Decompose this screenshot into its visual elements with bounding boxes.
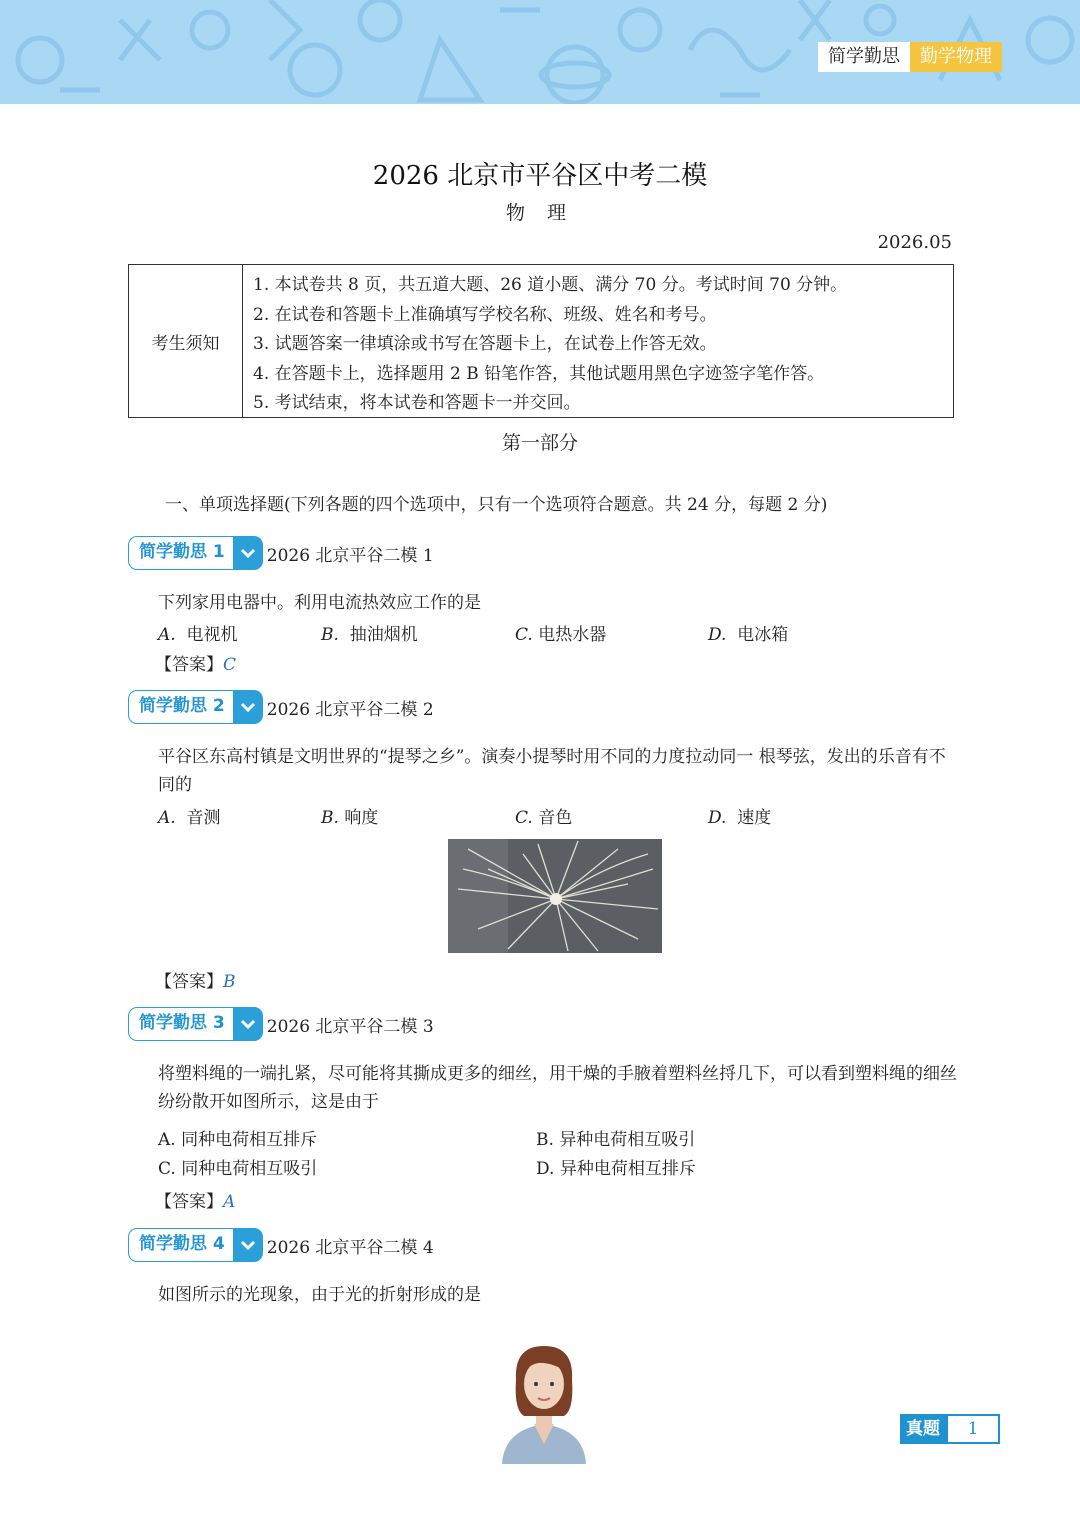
- notice-items: [243, 265, 953, 417]
- question-tag-label: 简学勤思 1: [128, 536, 233, 570]
- chevron-down-icon[interactable]: [233, 1228, 263, 1262]
- chevron-down-icon[interactable]: [233, 1007, 263, 1041]
- question-source: 2026 北京平谷二模 1: [266, 545, 434, 566]
- teacher-avatar: [494, 1340, 594, 1464]
- question-tag-label: 简学勤思 3: [128, 1007, 233, 1041]
- option-d: D. 异种电荷相互排斥: [536, 1159, 696, 1179]
- notice-label: 考生须知: [129, 265, 243, 417]
- question-stem: 如图所示的光现象，由于光的折射形成的是: [158, 1285, 481, 1305]
- notice-item: 3. 试题答案一律填涂或书写在答题卡上，在试卷上作答无效。: [253, 334, 717, 354]
- question-source: 2026 北京平谷二模 3: [266, 1016, 434, 1037]
- exam-date: 2026.05: [877, 232, 952, 253]
- brand-right-label: 勤学物理: [910, 42, 1002, 72]
- question-tag-label: 简学勤思 2: [128, 690, 233, 724]
- question-tag[interactable]: [128, 536, 434, 570]
- brand-badge: [818, 42, 1002, 72]
- option-d: D. 速度: [708, 808, 772, 828]
- exam-subject: 物 理: [505, 202, 575, 224]
- chevron-down-icon[interactable]: [233, 690, 263, 724]
- option-b: B. 抽油烟机: [321, 625, 418, 645]
- question-stem: 将塑料绳的一端扎紧，尽可能将其撕成更多的细丝，用干燥的手腋着塑料丝捋几下，可以看到塑料绳的细丝纷纷散开如图所示，这是由于: [158, 1064, 957, 1112]
- answer-line: 【答案】A: [155, 1192, 236, 1212]
- option-a: A. 同种电荷相互排斥: [158, 1130, 318, 1150]
- answer-line: 【答案】B: [155, 972, 236, 992]
- page-label: 真题: [900, 1414, 946, 1444]
- option-a: A. 电视机: [158, 625, 238, 645]
- question-tag[interactable]: [128, 1228, 434, 1262]
- part-title: 第一部分: [501, 432, 578, 454]
- question-tag[interactable]: [128, 690, 434, 724]
- page-number: 1: [946, 1414, 1000, 1444]
- exam-title: 2026 北京市平谷区中考二模: [372, 161, 708, 191]
- header-banner: [0, 0, 1080, 104]
- question-stem: 下列家用电器中。利用电流热效应工作的是: [158, 593, 481, 613]
- question-tag-label: 简学勤思 4: [128, 1228, 233, 1262]
- option-c: C. 音色: [515, 808, 573, 828]
- option-c: C. 电热水器: [515, 625, 607, 645]
- notice-item: 2. 在试卷和答题卡上准确填写学校名称、班级、姓名和考号。: [253, 304, 717, 325]
- question-tag[interactable]: [128, 1007, 434, 1041]
- option-b: B. 异种电荷相互吸引: [536, 1130, 696, 1150]
- option-c: C. 同种电荷相互吸引: [158, 1159, 318, 1179]
- option-a: A. 音测: [158, 808, 221, 828]
- answer-line: 【答案】C: [155, 655, 237, 675]
- plastic-string-photo: [448, 839, 662, 953]
- notice-item: 1. 本试卷共 8 页，共五道大题、26 道小题、满分 70 分。考试时间 70 分钟。: [253, 275, 848, 295]
- brand-left-label: 简学勤思: [818, 42, 910, 72]
- question-source: 2026 北京平谷二模 2: [266, 699, 434, 720]
- chevron-down-icon[interactable]: [233, 536, 263, 570]
- option-b: B. 响度: [321, 808, 379, 828]
- option-d: D. 电冰箱: [708, 625, 789, 645]
- question-stem: 平谷区东高村镇是文明世界的“提琴之乡”。演奏小提琴时用不同的力度拉动同一 根琴弦，发出的乐音有不同的: [158, 747, 946, 795]
- notice-table: [128, 264, 954, 418]
- page-indicator: [900, 1414, 1000, 1444]
- section-title: 一、单项选择题(下列各题的四个选项中，只有一个选项符合题意。共 24 分，每题 2 分): [165, 495, 828, 515]
- notice-item: 4. 在答题卡上，选择题用 2 B 铅笔作答，其他试题用黑色字迹签字笔作答。: [253, 363, 825, 384]
- question-source: 2026 北京平谷二模 4: [266, 1237, 434, 1258]
- notice-item: 5. 考试结束，将本试卷和答题卡一并交回。: [253, 393, 581, 413]
